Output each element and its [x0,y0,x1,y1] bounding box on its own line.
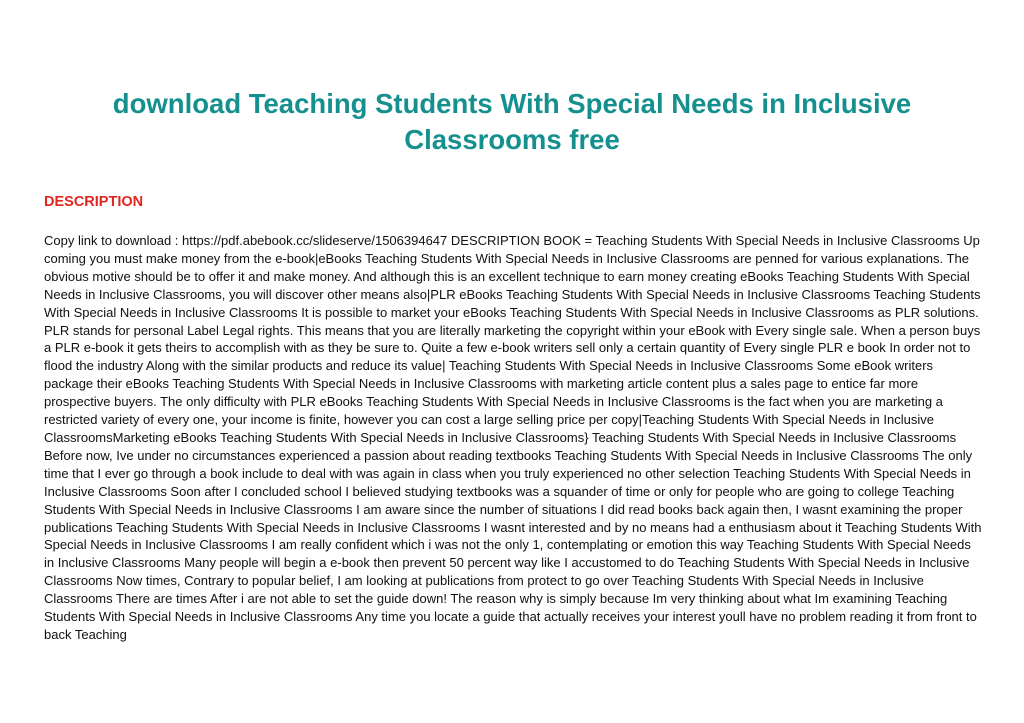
description-paragraph: Copy link to download : https://pdf.abebook.cc/slideserve/1506394647 DESCRIPTION BOOK = Teaching Students With Special Needs in Inclusive Classrooms Up coming you must make money from the e-book|eBooks Teaching Students With Special Needs in Inclusive Classrooms are penned for various explanations. The obvious motive should be to offer it and make money. And although this is an excellent technique to earn money creating eBooks Teaching Students With Special Needs in Inclusive Classrooms, you will discover other means also|PLR eBooks Teaching Students With Special Needs in Inclusive Classrooms Teaching Students With Special Needs in Inclusive Classrooms It is possible to market your eBooks Teaching Students With Special Needs in Inclusive Classrooms as PLR solutions. PLR stands for personal Label Legal rights. This means that you are literally marketing the copyright within your eBook with Every single sale. When a person buys a PLR e-book it gets theirs to accomplish with as they be sure to. Quite a few e-book writers sell only a certain quantity of Every single PLR e book In order not to flood the industry Along with the similar products and reduce its value| Teaching Students With Special Needs in Inclusive Classrooms Some eBook writers package their eBooks Teaching Students With Special Needs in Inclusive Classrooms with marketing article content plus a sales page to entice far more prospective buyers. The only difficulty with PLR eBooks Teaching Students With Special Needs in Inclusive Classrooms is the fact when you are marketing a restricted variety of every one, your income is finite, however you can cost a large selling price per copy|Teaching Students With Special Needs in Inclusive ClassroomsMarketing eBooks Teaching Students With Special Needs in Inclusive Classrooms} Teaching Students With Special Needs in Inclusive Classrooms Before now, Ive under no circumstances experienced a passion about reading textbooks Teaching Students With Special Needs in Inclusive Classrooms The only time that I ever go through a book include to deal with was again in class when you truly experienced no other selection Teaching Students With Special Needs in Inclusive Classrooms Soon after I concluded school I believed studying textbooks was a squander of time or only for people who are going to college Teaching Students With Special Needs in Inclusive Classrooms I am aware since the number of situations I did read books back again then, I wasnt examining the proper publications Teaching Students With Special Needs in Inclusive Classrooms I wasnt interested and by no means had a enthusiasm about it Teaching Students With Special Needs in Inclusive Classrooms I am really confident which i was not the only 1, contemplating or emotion this way Teaching Students With Special Needs in Inclusive Classrooms Many people will begin a e-book then prevent 50 percent way like I accustomed to do Teaching Students With Special Needs in Inclusive Classrooms Now times, Contrary to popular belief, I am looking at publications from protect to go over Teaching Students With Special Needs in Inclusive Classrooms There are times After i are not able to set the guide down! The reason why is simply because Im very thinking about what Im examining Teaching Students With Special Needs in Inclusive Classrooms Any time you locate a guide that actually receives your interest youll have no problem reading it from front to back Teaching [44,233,982,642]
section-heading-description: DESCRIPTION [44,194,144,210]
page-title: download Teaching Students With Special Needs in Inclusive Classrooms free [112,88,912,155]
